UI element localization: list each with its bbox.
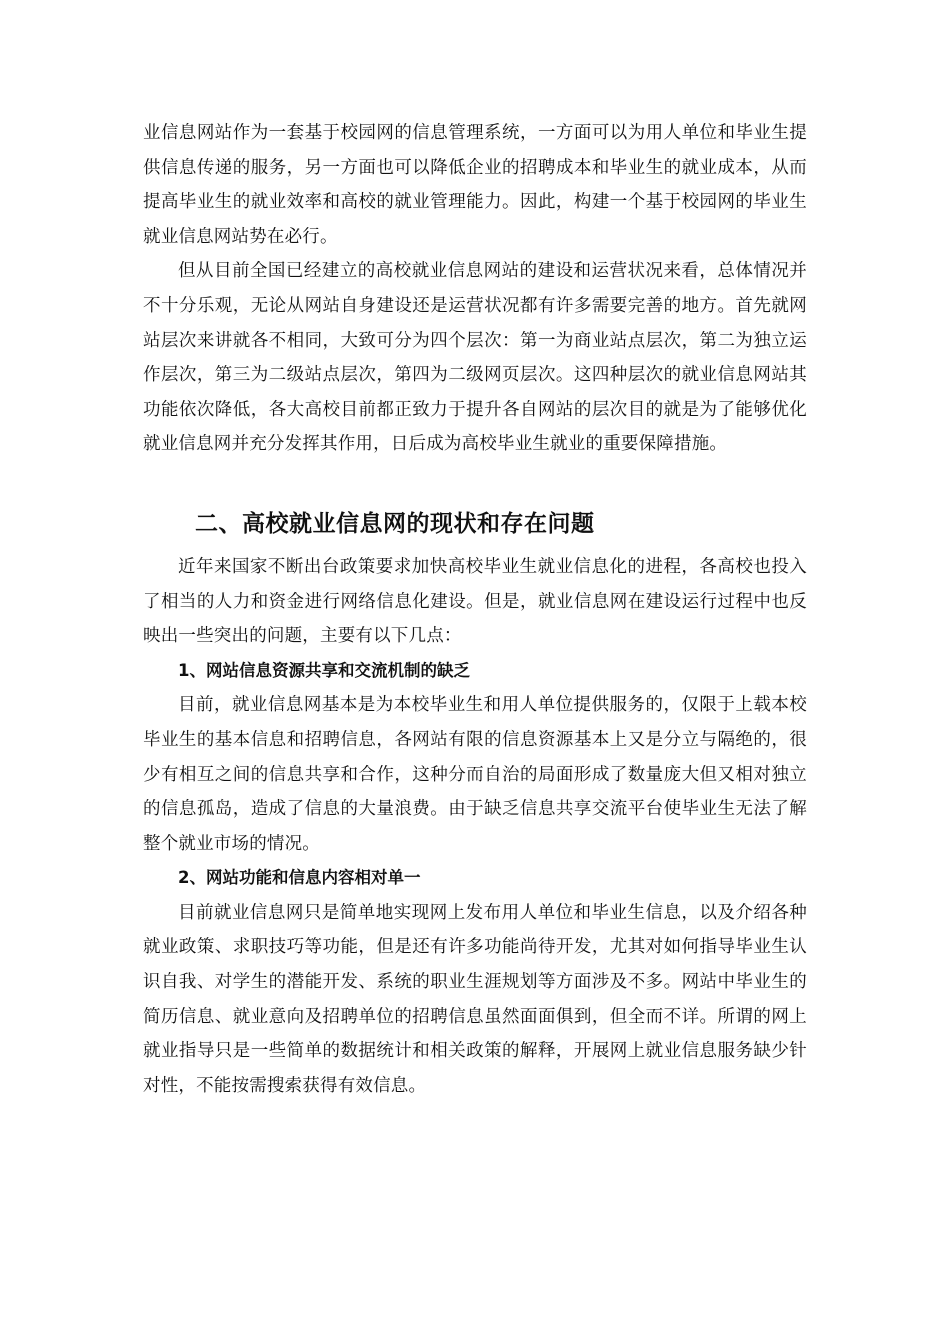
- intro-paragraph-continued: 业信息网站作为一套基于校园网的信息管理系统，一方面可以为用人单位和毕业生提供信息传递的服务，另一方面也可以降低企业的招聘成本和毕业生的就业成本，从而提高毕业生的就业效率和高校的就业管理能力。因此，构建一个基于校园网的毕业生就业信息网站势在必行。: [143, 123, 807, 247]
- section-heading: 二、高校就业信息网的现状和存在问题: [195, 510, 595, 537]
- subsection-paragraph-1: 目前，就业信息网基本是为本校毕业生和用人单位提供服务的，仅限于上载本校毕业生的基本信息和招聘信息，各网站有限的信息资源基本上又是分立与隔绝的，很少有相互之间的信息共享和合作，这种分而自治的局面形成了数量庞大但又相对独立的信息孤岛，造成了信息的大量浪费。由于缺乏信息共享交流平台使毕业生无法了解整个就业市场的情况。: [143, 695, 807, 854]
- subsection-paragraph-2: 目前就业信息网只是简单地实现网上发布用人单位和毕业生信息，以及介绍各种就业政策、求职技巧等功能，但是还有许多功能尚待开发，尤其对如何指导毕业生认识自我、对学生的潜能开发、系统的职业生涯规划等方面涉及不多。网站中毕业生的简历信息、就业意向及招聘单位的招聘信息虽然面面俱到，但全而不详。所谓的网上就业指导只是一些简单的数据统计和相关政策的解释，开展网上就业信息服务缺少针对性，不能按需搜索获得有效信息。: [143, 902, 807, 1096]
- intro-paragraph: 但从目前全国已经建立的高校就业信息网站的建设和运营状况来看，总体情况并不十分乐观，无论从网站自身建设还是运营状况都有许多需要完善的地方。首先就网站层次来讲就各不相同，大致可分为四个层次：第一为商业站点层次，第二为独立运作层次，第三为二级站点层次，第四为二级网页层次。这四种层次的就业信息网站其功能依次降低，各大高校目前都正致力于提升各自网站的层次目的就是为了能够优化就业信息网并充分发挥其作用，日后成为高校毕业生就业的重要保障措施。: [143, 261, 807, 455]
- section-paragraph: 近年来国家不断出台政策要求加快高校毕业生就业信息化的进程，各高校也投入了相当的人力和资金进行网络信息化建设。但是，就业信息网在建设运行过程中也反映出一些突出的问题，主要有以下几点：: [143, 556, 807, 647]
- document-page: [143, 116, 807, 1103]
- subheading-2: 2、网站功能和信息内容相对单一: [178, 868, 421, 888]
- subheading-1: 1、网站信息资源共享和交流机制的缺乏: [178, 660, 470, 680]
